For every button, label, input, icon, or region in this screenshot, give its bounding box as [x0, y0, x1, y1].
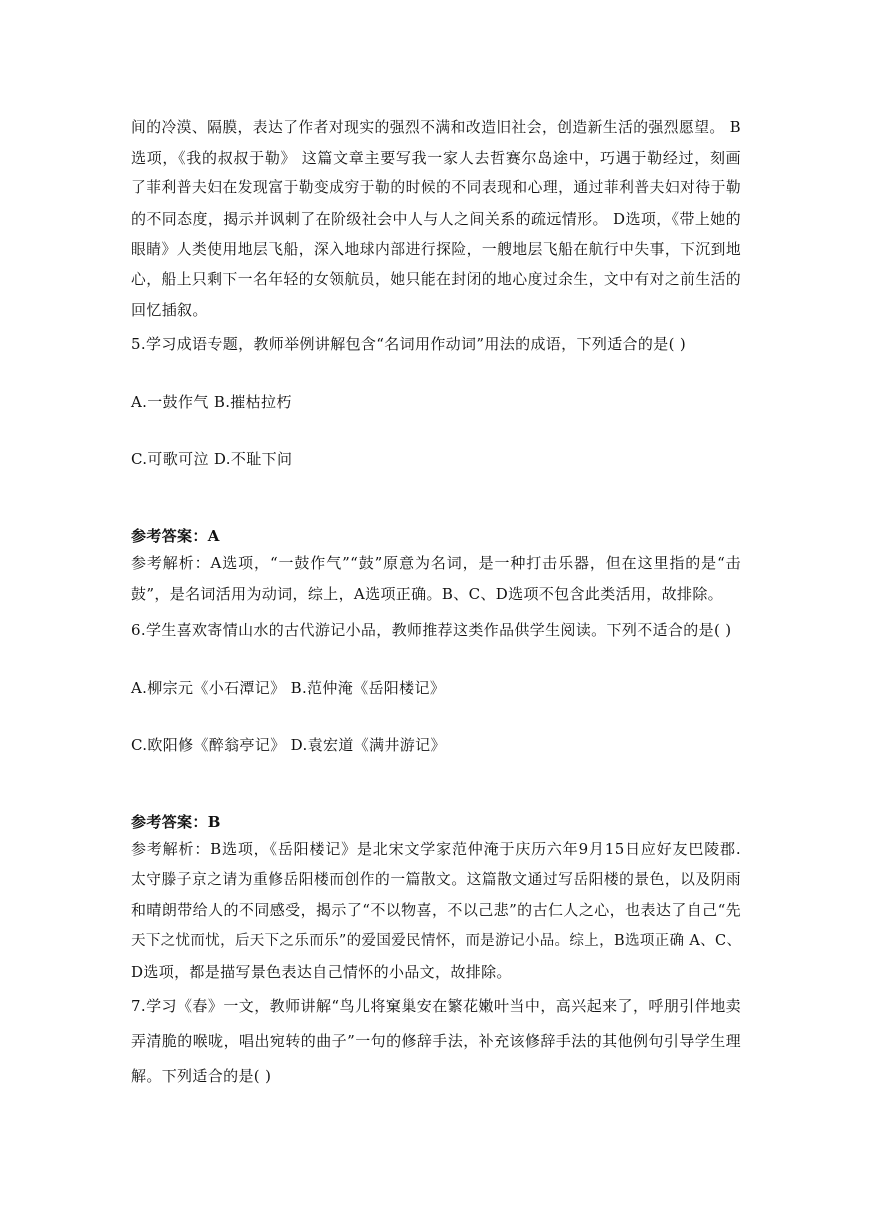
question-6-analysis-line: 天下之忧而忧，后天下之乐而乐”的爱国爱民情怀，而是游记小品。综上，B选项正确 A、C、: [131, 933, 742, 949]
question-7-stem-line: 7.学习《春》一文，教师讲解“鸟儿将窠巢安在繁花嫩叶当中，高兴起来了，呼朋引伴地卖: [131, 997, 741, 1015]
paragraph-line: 的不同态度，揭示并讽刺了在阶级社会中人与人之间关系的疏远情形。 D选项，《带上她的: [131, 210, 741, 228]
question-6-analysis-line: 参考解析：B选项，《岳阳楼记》是北宋文学家范仲淹于庆历六年9月15日应好友巴陵郡.: [131, 840, 741, 858]
question-6-analysis-line: 太守滕子京之请为重修岳阳楼而创作的一篇散文。这篇散文通过写岳阳楼的景色，以及阴雨: [131, 871, 741, 888]
question-6-analysis-line: 和晴朗带给人的不同感受，揭示了“不以物喜，不以己悲”的古仁人之心，也表达了自己“先: [131, 901, 741, 919]
question-5-analysis-line: 鼓”，是名词活用为动词，综上，A选项正确。B、C、D选项不包含此类活用，故排除。: [131, 585, 724, 603]
question-6-answer: 参考答案：B: [131, 813, 221, 831]
question-6-analysis-line: D选项，都是描写景色表达自己情怀的小品文，故排除。: [131, 963, 512, 981]
paragraph-line: 回忆插叙。: [131, 301, 208, 319]
paragraph-line: 选项，《我的叔叔于勒》 这篇文章主要写我一家人去哲赛尔岛途中，巧遇于勒经过，刻画: [131, 149, 741, 167]
question-6-options-cd: C.欧阳修《醉翁亭记》 D.袁宏道《满井游记》: [131, 736, 446, 754]
paragraph-line: 心，船上只剩下一名年轻的女领航员，她只能在封闭的地心度过余生，文中有对之前生活的: [131, 271, 741, 288]
question-5-options-ab: A.一鼓作气 B.摧枯拉朽: [131, 393, 292, 411]
paragraph-line: 眼睛》人类使用地层飞船，深入地球内部进行探险，一艘地层飞船在航行中失事，下沉到地: [131, 241, 741, 258]
question-6-stem: 6.学生喜欢寄情山水的古代游记小品，教师推荐这类作品供学生阅读。下列不适合的是( ): [131, 621, 732, 639]
question-5-analysis-line: 参考解析：A选项，“一鼓作气”“鼓”原意为名词，是一种打击乐器，但在这里指的是“击: [131, 554, 741, 572]
question-7-stem-line: 解。下列适合的是( ): [131, 1067, 272, 1085]
question-6-options-ab: A.柳宗元《小石潭记》 B.范仲淹《岳阳楼记》: [131, 679, 446, 697]
question-5-options-cd: C.可歌可泣 D.不耻下问: [131, 450, 293, 468]
question-5-answer: 参考答案：A: [131, 527, 220, 545]
paragraph-line: 了菲利普夫妇在发现富于勒变成穷于勒的时候的不同表现和心理，通过菲利普夫妇对待于勒: [131, 179, 741, 196]
question-5-stem: 5.学习成语专题，教师举例讲解包含“名词用作动词”用法的成语，下列适合的是( ): [131, 335, 687, 353]
question-7-stem-line: 弄清脆的喉咙，唱出宛转的曲子”一句的修辞手法，补充该修辞手法的其他例句引导学生理: [131, 1032, 741, 1050]
paragraph-line: 间的冷漠、隔膜，表达了作者对现实的强烈不满和改造旧社会，创造新生活的强烈愿望。 B: [131, 119, 741, 136]
